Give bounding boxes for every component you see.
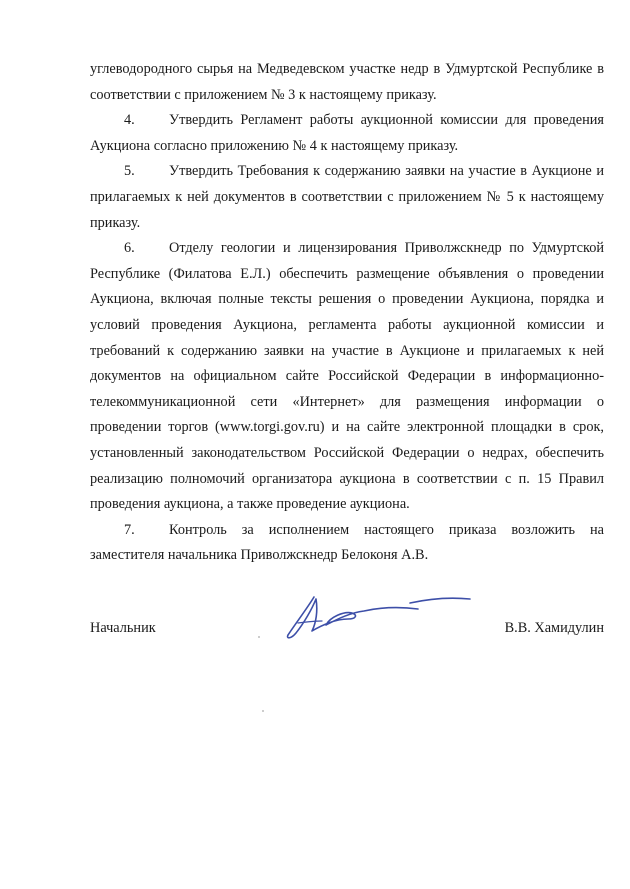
signatory-title: Начальник bbox=[90, 620, 156, 636]
scan-speck bbox=[262, 710, 264, 712]
paragraph-number: 7. bbox=[124, 521, 135, 538]
document-body bbox=[90, 57, 604, 569]
paragraph-text: Утвердить Требования к содержанию заявки на участие в Аукционе и прилагаемых к ней документов в соответствии с приложением № 5 к настоящему приказу. bbox=[90, 163, 604, 231]
paragraph-text: Отделу геологии и лицензирования Приволжскнедр по Удмуртской Республике (Филатова Е.Л.) обеспечить размещение объявления о проведении Аукциона, включая полные тексты решения о проведении Аукциона, порядка и условий проведения Аукциона, регламента работы аукционной комиссии и требований к содержанию заявки на участие в Аукционе и прилагаемых к ней документов на официальном сайте Российской Федерации в информационно-телекоммуникационной сети «Интернет» для размещения информации о проведении торгов (www.torgi.gov.ru) и на сайте электронной площадки в срок, установленный законодательством Российской Федерации о недрах, обеспечить реализацию полномочий организатора аукциона в соответствии с п. 15 Правил проведения аукциона, а также проведение аукциона. bbox=[90, 240, 604, 513]
signatory-name: В.В. Хамидулин bbox=[504, 620, 604, 636]
paragraph-text: углеводородного сырья на Медведевском участке недр в Удмуртской Республике в соответствии с приложением № 3 к настоящему приказу. bbox=[90, 61, 604, 103]
scan-speck bbox=[258, 636, 260, 638]
paragraph-item-5 bbox=[90, 159, 604, 236]
paragraph-continuation bbox=[90, 57, 604, 108]
paragraph-number: 5. bbox=[124, 163, 135, 180]
paragraph-number: 6. bbox=[124, 240, 135, 257]
paragraph-item-6 bbox=[90, 236, 604, 518]
paragraph-text: Утвердить Регламент работы аукционной комиссии для проведения Аукциона согласно приложению № 4 к настоящему приказу. bbox=[90, 112, 604, 154]
paragraph-item-4 bbox=[90, 108, 604, 159]
signature-block bbox=[90, 620, 604, 644]
paragraph-item-7 bbox=[90, 518, 604, 569]
paragraph-number: 4. bbox=[124, 112, 135, 129]
paragraph-text: Контроль за исполнением настоящего приказа возложить на заместителя начальника Приволжскнедр Белоконя А.В. bbox=[90, 521, 604, 564]
